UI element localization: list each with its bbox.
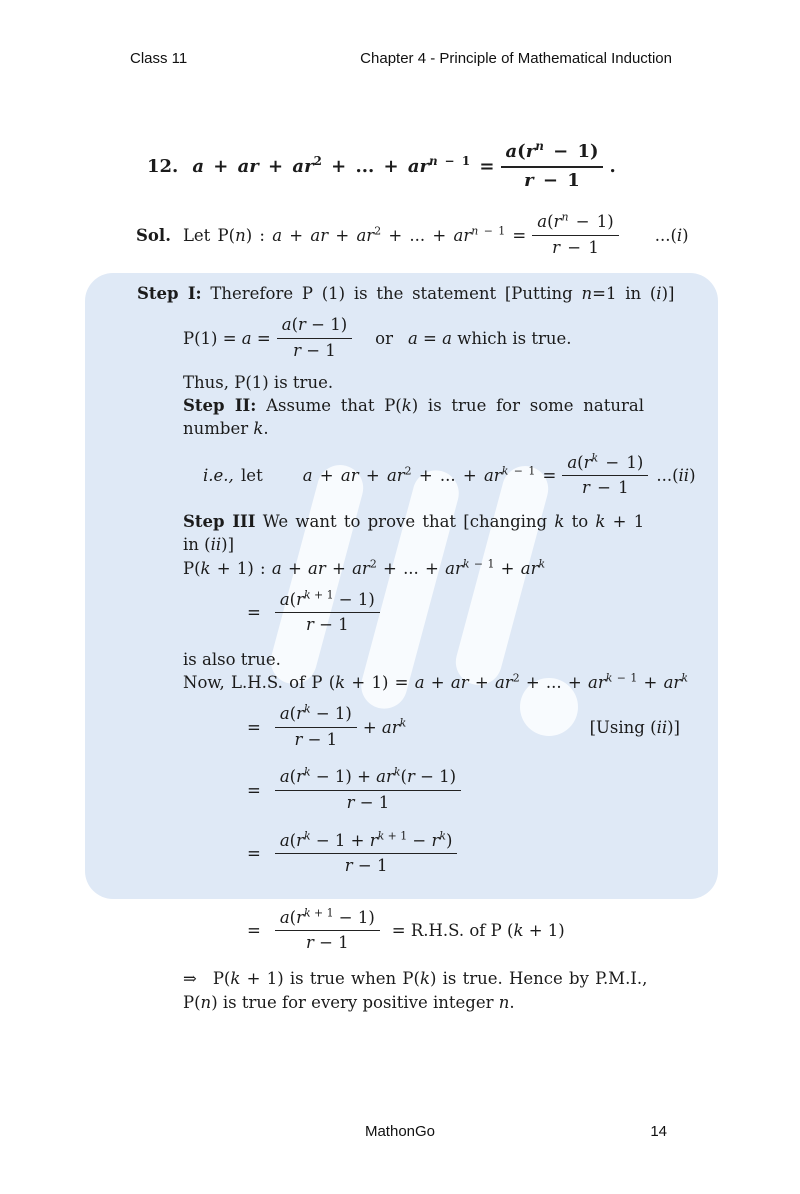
solution-highlight-box <box>85 273 718 899</box>
step3-line1 <box>183 510 718 533</box>
equation-ref-i: ...(i) <box>654 225 689 245</box>
equation-step3-rhs <box>247 590 718 636</box>
fraction-numerator: $a(r^k - 1)$ <box>562 453 648 477</box>
step1-line <box>137 282 718 306</box>
header-class-label: Class 11 <box>130 50 188 67</box>
fraction-numerator: $a(r^{k + 1} - 1)$ <box>275 590 380 614</box>
step1-text: Therefore P (1) is the statement [Putting n=1 in (i)] <box>201 284 675 304</box>
step2-line2: number k. <box>183 418 269 438</box>
equation-simplified <box>247 831 718 877</box>
thus-line: Thus, P(1) is true. <box>183 372 334 392</box>
solution-steps <box>85 282 718 877</box>
p1-pre: P(1) = a = <box>183 328 271 348</box>
fraction-denominator: r − 1 <box>346 792 390 812</box>
eq2-fraction <box>275 704 357 750</box>
eq2-post: + $ar^k$ <box>362 716 407 737</box>
step2-paragraph <box>183 394 718 440</box>
equals-sign: = <box>247 921 261 941</box>
eq1-fraction <box>275 590 380 636</box>
fraction-denominator: r − 1 <box>293 340 336 360</box>
page-header <box>0 0 800 67</box>
fraction-numerator: a(r − 1) <box>277 315 352 339</box>
step1-heading: Step I: <box>137 284 202 304</box>
fraction-numerator: $a(r^k - 1) + ar^k(r - 1)$ <box>275 767 461 791</box>
fraction-denominator: r − 1 <box>294 729 338 749</box>
step2-line1 <box>183 394 718 417</box>
problem-fraction <box>501 141 604 192</box>
p1-fraction <box>277 315 352 361</box>
eq4-fraction <box>275 831 458 877</box>
conclusion-text1: P(k + 1) is true when P(k) is true. Hence by P.M.I., <box>212 969 648 988</box>
equals-sign: = <box>247 603 261 623</box>
equation-rhs-result <box>247 908 800 954</box>
step2-heading: Step II: <box>183 395 257 415</box>
eq3-fraction <box>275 767 461 813</box>
problem-12-statement <box>147 141 800 192</box>
step3-paragraph <box>183 510 718 556</box>
ie-fraction <box>562 453 648 499</box>
fraction-denominator: r − 1 <box>581 478 629 498</box>
using-ii-note: [Using (ii)] <box>589 717 680 737</box>
solution-intro-line <box>136 212 800 258</box>
conclusion-paragraph <box>183 967 800 1015</box>
eq5-post: = R.H.S. of P (k + 1) <box>391 921 565 941</box>
pk1-statement-line: P(k + 1) : a + ar + $ar^2$ + ... + $ar^{k - 1} + ar^k$ <box>183 557 546 578</box>
fraction-denominator: r − 1 <box>305 615 349 635</box>
brand-name: MathonGo <box>364 1123 436 1140</box>
fraction-denominator: r − 1 <box>344 856 388 876</box>
eq5-fraction <box>275 908 380 954</box>
equation-ii-line <box>203 453 718 499</box>
equals-sign: = <box>247 780 261 800</box>
equation-using-ii <box>247 704 680 750</box>
sol-label: Sol. <box>136 225 171 245</box>
page-footer <box>0 1123 800 1140</box>
equation-ref-ii: ...(ii) <box>656 466 696 486</box>
header-chapter-title: Chapter 4 - Principle of Mathematical Induction <box>360 50 672 67</box>
sol-fraction <box>532 212 618 258</box>
step3-text: We want to prove that [changing k to k + 1 <box>255 511 645 531</box>
fraction-denominator: r − 1 <box>552 237 599 257</box>
equation-expanded <box>247 767 718 813</box>
conclusion-line2: P(n) is true for every positive integer n. <box>183 993 515 1012</box>
conclusion-line1 <box>183 967 800 991</box>
fraction-numerator: $a(r^n - 1)$ <box>501 141 604 168</box>
fraction-numerator: $a(r^{k + 1} - 1)$ <box>275 908 380 932</box>
p1-post: a = a which is true. <box>407 328 572 348</box>
implies-icon: ⇒ <box>183 969 197 988</box>
or-word: or <box>375 328 393 348</box>
fraction-numerator: $a(r^k - 1)$ <box>275 704 357 728</box>
problem-number: 12. <box>147 156 179 177</box>
sol-expression: Let P(n) : a + ar + $ar^2$ + ... + $ar^{n - 1}$ = <box>182 224 527 245</box>
p1-equation-line <box>183 315 718 361</box>
fraction-numerator: $a(r^k - 1 + r^{k + 1} - r^k)$ <box>275 831 458 855</box>
ie-label: i.e., let <box>203 466 263 486</box>
step3-heading: Step III <box>183 511 256 531</box>
equals-sign: = <box>247 717 261 737</box>
problem-expression: a + ar + $ar^2$ + ... + $ar^{n - 1}$ = <box>192 154 495 177</box>
also-true-line: is also true. <box>183 650 281 669</box>
fraction-denominator: r − 1 <box>524 169 580 191</box>
fraction-denominator: r − 1 <box>305 933 349 953</box>
ie-expression: a + ar + $ar^2$ + ... + $ar^{k - 1}$ = <box>302 464 557 486</box>
problem-period: . <box>609 156 616 177</box>
equals-sign: = <box>247 844 261 864</box>
step2-text: Assume that P(k) is true for some natural <box>256 395 645 415</box>
fraction-numerator: $a(r^n - 1)$ <box>532 212 618 236</box>
step3-line2: in (ii)] <box>183 534 235 554</box>
lhs-line: Now, L.H.S. of P (k + 1) = a + ar + $ar^2$ + ... + $ar^{k - 1} + ar^k$ <box>183 671 688 692</box>
page-number: 14 <box>650 1123 667 1140</box>
